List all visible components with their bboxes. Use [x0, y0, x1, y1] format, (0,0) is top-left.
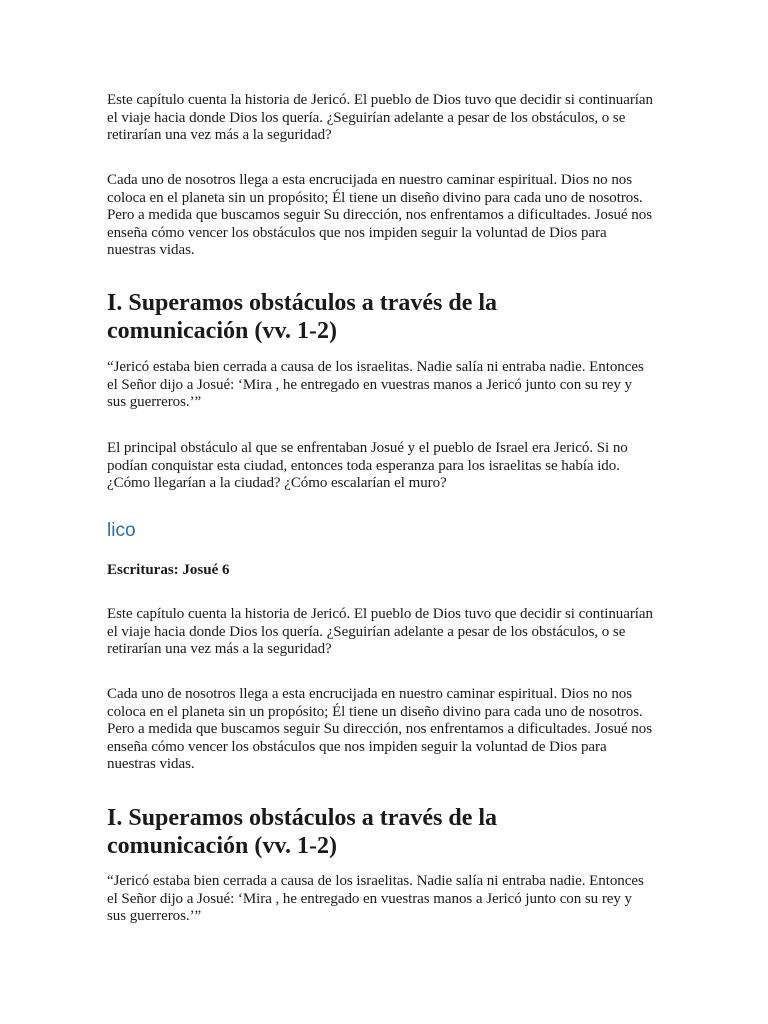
crossroads-paragraph: Cada uno de nosotros llega a esta encrucijada en nuestro caminar espiritual. Dios no nos coloca en el planeta sin un propósito; Él tiene un diseño divino para cada uno de nosotros. Pero a medida que buscamos seguir Su dirección, nos enfrentamos a dificultades. Josué nos enseña cómo vencer los obstáculos que nos impiden seguir la voluntad de Dios para nuestras vidas.: [107, 172, 652, 259]
scripture-quote: “Jericó estaba bien cerrada a causa de los israelitas. Nadie salía ni entraba nadie. Entonces el Señor dijo a Josué: ‘Mira , he entregado en vuestras manos a Jericó junto con su rey y sus guerreros.’”: [107, 359, 644, 411]
section-heading-repeat: I. Superamos obstáculos a través de la comunicación (vv. 1-2): [107, 805, 498, 859]
related-link[interactable]: lico: [107, 520, 136, 541]
scripture-quote-repeat: “Jericó estaba bien cerrada a causa de los israelitas. Nadie salía ni entraba nadie. Entonces el Señor dijo a Josué: ‘Mira , he entregado en vuestras manos a Jericó junto con su rey y sus guerreros.’”: [107, 873, 644, 925]
crossroads-paragraph-repeat: Cada uno de nosotros llega a esta encrucijada en nuestro caminar espiritual. Dios no nos coloca en el planeta sin un propósito; Él tiene un diseño divino para cada uno de nosotros. Pero a medida que buscamos seguir Su dirección, nos enfrentamos a dificultades. Josué nos enseña cómo vencer los obstáculos que nos impiden seguir la voluntad de Dios para nuestras vidas.: [107, 686, 652, 773]
obstacle-paragraph: El principal obstáculo al que se enfrentaban Josué y el pueblo de Israel era Jericó. Si no podían conquistar esta ciudad, entonces toda esperanza para los israelitas se había ido. ¿Cómo llegarían a la ciudad? ¿Cómo escalarían el muro?: [107, 440, 628, 492]
intro-paragraph: Este capítulo cuenta la historia de Jericó. El pueblo de Dios tuvo que decidir si continuarían el viaje hacia donde Dios los quería. ¿Seguirían adelante a pesar de los obstáculos, o se retirarían una vez más a la seguridad?: [107, 92, 653, 144]
intro-paragraph-repeat: Este capítulo cuenta la historia de Jericó. El pueblo de Dios tuvo que decidir si continuarían el viaje hacia donde Dios los quería. ¿Seguirían adelante a pesar de los obstáculos, o se retirarían una vez más a la seguridad?: [107, 606, 653, 658]
section-heading: I. Superamos obstáculos a través de la comunicación (vv. 1-2): [107, 290, 498, 344]
scripture-reference: Escrituras: Josué 6: [107, 562, 230, 578]
